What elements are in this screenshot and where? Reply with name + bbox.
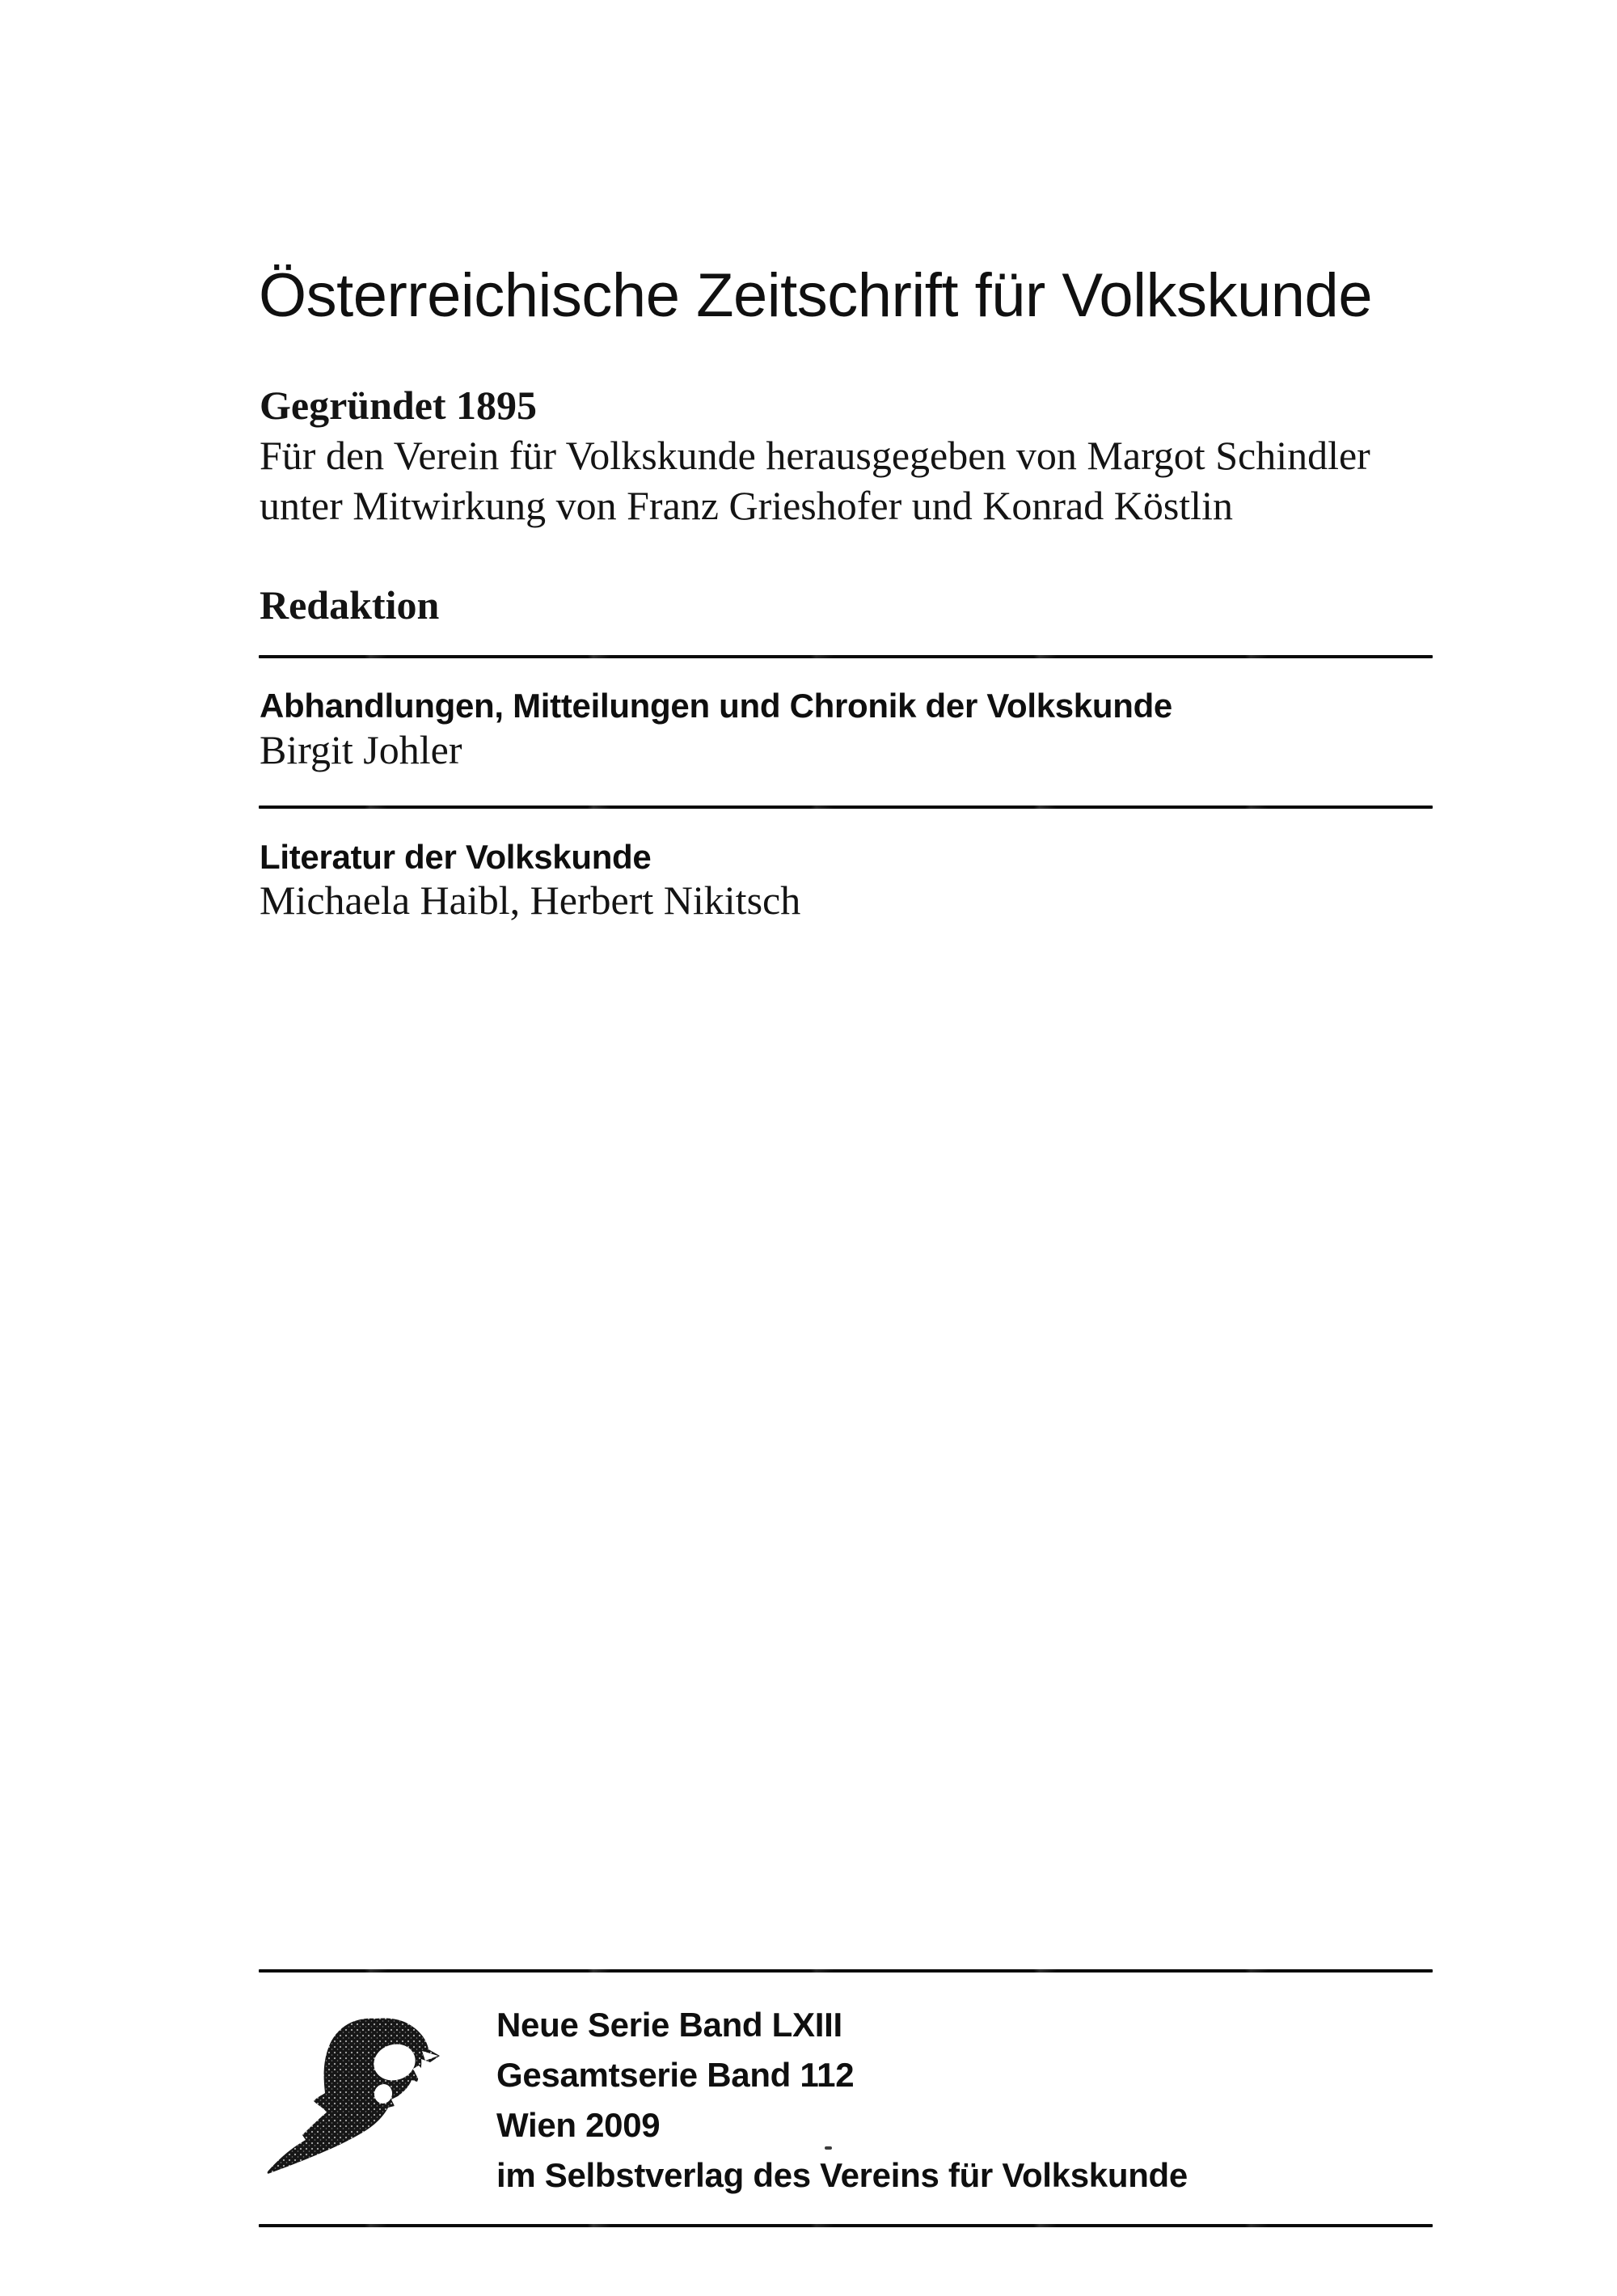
divider-rule-3	[259, 1969, 1433, 1973]
head-profile-icon	[265, 2017, 445, 2185]
redaktion-heading: Redaktion	[260, 582, 440, 628]
founding-block	[260, 380, 1370, 531]
divider-rule-1	[259, 655, 1433, 658]
journal-title: Österreichische Zeitschrift für Volkskunde	[259, 261, 1373, 330]
section-heading-abhandlungen: Abhandlungen, Mitteilungen und Chronik der Volkskunde	[260, 687, 1172, 725]
imprint-line-place-year: Wien 2009	[496, 2106, 661, 2144]
imprint-line-publisher: im Selbstverlag des Vereins für Volkskunde	[496, 2156, 1188, 2194]
divider-rule-2	[259, 806, 1433, 809]
imprint-line-gesamtserie: Gesamtserie Band 112	[496, 2056, 855, 2094]
section-editor-abhandlungen: Birgit Johler	[260, 727, 462, 772]
founded-line: Gegründet 1895	[260, 383, 538, 428]
imprint-line-series: Neue Serie Band LXIII	[496, 2006, 842, 2044]
publisher-line-1: Für den Verein für Volkskunde herausgegeben von Margot Schindler	[260, 433, 1370, 478]
scan-artifact-dot	[825, 2146, 832, 2150]
imprint-block	[496, 2000, 1188, 2201]
section-heading-literatur: Literatur der Volkskunde	[260, 838, 652, 876]
section-editors-literatur: Michaela Haibl, Herbert Nikitsch	[260, 877, 801, 923]
divider-rule-4	[259, 2224, 1433, 2227]
publisher-logo	[265, 2017, 445, 2185]
publisher-line-2: unter Mitwirkung von Franz Grieshofer und Konrad Köstlin	[260, 483, 1233, 528]
